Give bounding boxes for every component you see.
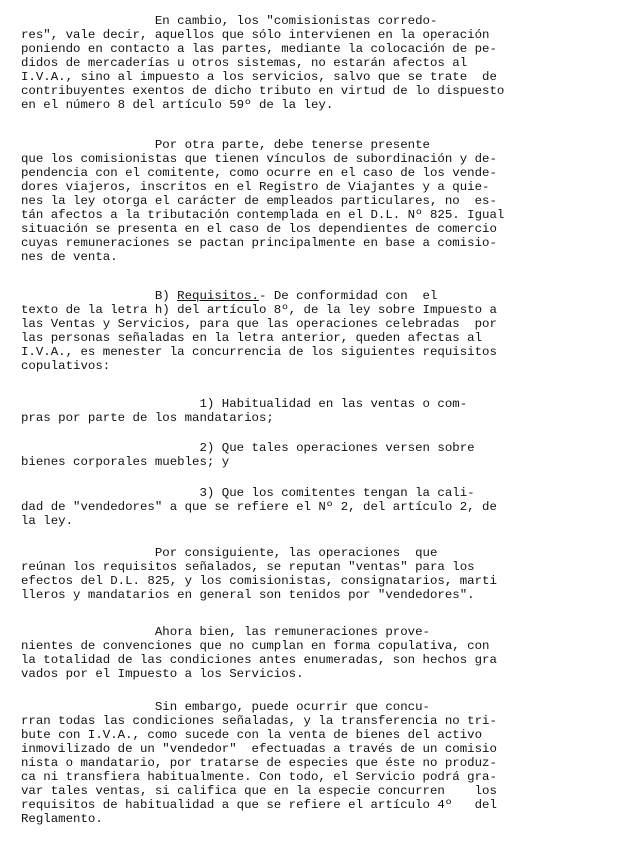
text-line: nes la ley otorga el carácter de empleados particulares, no es- bbox=[21, 194, 497, 208]
text-line: que los comisionistas que tienen vínculos de subordinación y de- bbox=[21, 152, 497, 166]
text-line: poniendo en contacto a las partes, mediante la colocación de pe- bbox=[21, 42, 497, 56]
text-line: dad de "vendedores" a que se refiere el Nº 2, del artículo 2, de bbox=[21, 500, 497, 514]
text-line: pendencia con el comitente, como ocurre en el caso de los vende- bbox=[21, 166, 497, 180]
text-line: Ahora bien, las remuneraciones prove- bbox=[21, 625, 430, 639]
text-line: bute con I.V.A., como sucede con la venta de bienes del activo bbox=[21, 728, 483, 742]
text-line: la ley. bbox=[21, 514, 74, 528]
text-line: situación se presenta en el caso de los dependientes de comercio bbox=[21, 222, 497, 236]
text-line: 2) Que tales operaciones versen sobre bbox=[21, 441, 475, 455]
text-line: Por consiguiente, las operaciones que bbox=[21, 546, 438, 560]
text-line: var tales ventas, si califica que en la especie concurren los bbox=[21, 784, 497, 798]
text-line: 1) Habitualidad en las ventas o com- bbox=[21, 397, 468, 411]
text-line: texto de la letra h) del artículo 8º, de la ley sobre Impuesto a bbox=[21, 303, 497, 317]
text-line: nientes de convenciones que no cumplan en forma copulativa, con bbox=[21, 639, 490, 653]
section-heading: Requisitos. bbox=[177, 289, 259, 303]
text-line: requisitos de habitualidad a que se refiere el artículo 4º del bbox=[21, 798, 497, 812]
text-line: res", vale decir, aquellos que sólo intervienen en la operación bbox=[21, 28, 490, 42]
text-line: contribuyentes exentos de dicho tributo en virtud de lo dispuesto bbox=[21, 84, 505, 98]
text-line: ca ni transfiera habitualmente. Con todo, el Servicio podrá gra- bbox=[21, 770, 497, 784]
text-line: 3) Que los comitentes tengan la cali- bbox=[21, 486, 475, 500]
text-line: la totalidad de las condiciones antes enumeradas, son hechos gra bbox=[21, 653, 497, 667]
text-line: pras por parte de los mandatarios; bbox=[21, 411, 274, 425]
text-line: nista o mandatario, por tratarse de especies que éste no produz- bbox=[21, 756, 497, 770]
text-line: I.V.A., es menester la concurrencia de los siguientes requisitos bbox=[21, 345, 497, 359]
text-line: rran todas las condiciones señaladas, y la transferencia no tri- bbox=[21, 714, 497, 728]
heading-suffix: - De conformidad con el bbox=[258, 289, 438, 303]
text-line: En cambio, los "comisionistas corredo- bbox=[21, 14, 438, 28]
text-line: nes de venta. bbox=[21, 250, 118, 264]
text-line: cuyas remuneraciones se pactan principalmente en base a comisio- bbox=[21, 236, 497, 250]
heading-prefix: B) bbox=[21, 289, 178, 303]
text-line: reúnan los requisitos señalados, se reputan "ventas" para los bbox=[21, 560, 475, 574]
text-line: las personas señaladas en la letra anterior, queden afectas al bbox=[21, 331, 483, 345]
text-line: Por otra parte, debe tenerse presente bbox=[21, 138, 430, 152]
text-line: inmovilizado de un "vendedor" efectuadas a través de un comisio bbox=[21, 742, 497, 756]
text-line: Sin embargo, puede ocurrir que concu- bbox=[21, 700, 430, 714]
text-line: tán afectos a la tributación contemplada en el D.L. Nº 825. Igual bbox=[21, 208, 505, 222]
text-line: las Ventas y Servicios, para que las operaciones celebradas por bbox=[21, 317, 497, 331]
text-line: bienes corporales muebles; y bbox=[21, 455, 230, 469]
heading-line bbox=[21, 289, 437, 303]
text-line: copulativos: bbox=[21, 359, 111, 373]
text-line: Reglamento. bbox=[21, 812, 103, 826]
text-line: dores viajeros, inscritos en el Registro de Viajantes y a quie- bbox=[21, 180, 490, 194]
text-line: en el número 8 del artículo 59º de la ley. bbox=[21, 98, 334, 112]
text-line: didos de mercaderías u otros sistemas, no estarán afectos al bbox=[21, 56, 468, 70]
text-line: I.V.A., sino al impuesto a los servicios, salvo que se trate de bbox=[21, 70, 497, 84]
text-line: efectos del D.L. 825, y los comisionistas, consignatarios, marti bbox=[21, 574, 497, 588]
text-line: lleros y mandatarios en general son tenidos por "vendedores". bbox=[21, 588, 475, 602]
text-line: vados por el Impuesto a los Servicios. bbox=[21, 667, 304, 681]
